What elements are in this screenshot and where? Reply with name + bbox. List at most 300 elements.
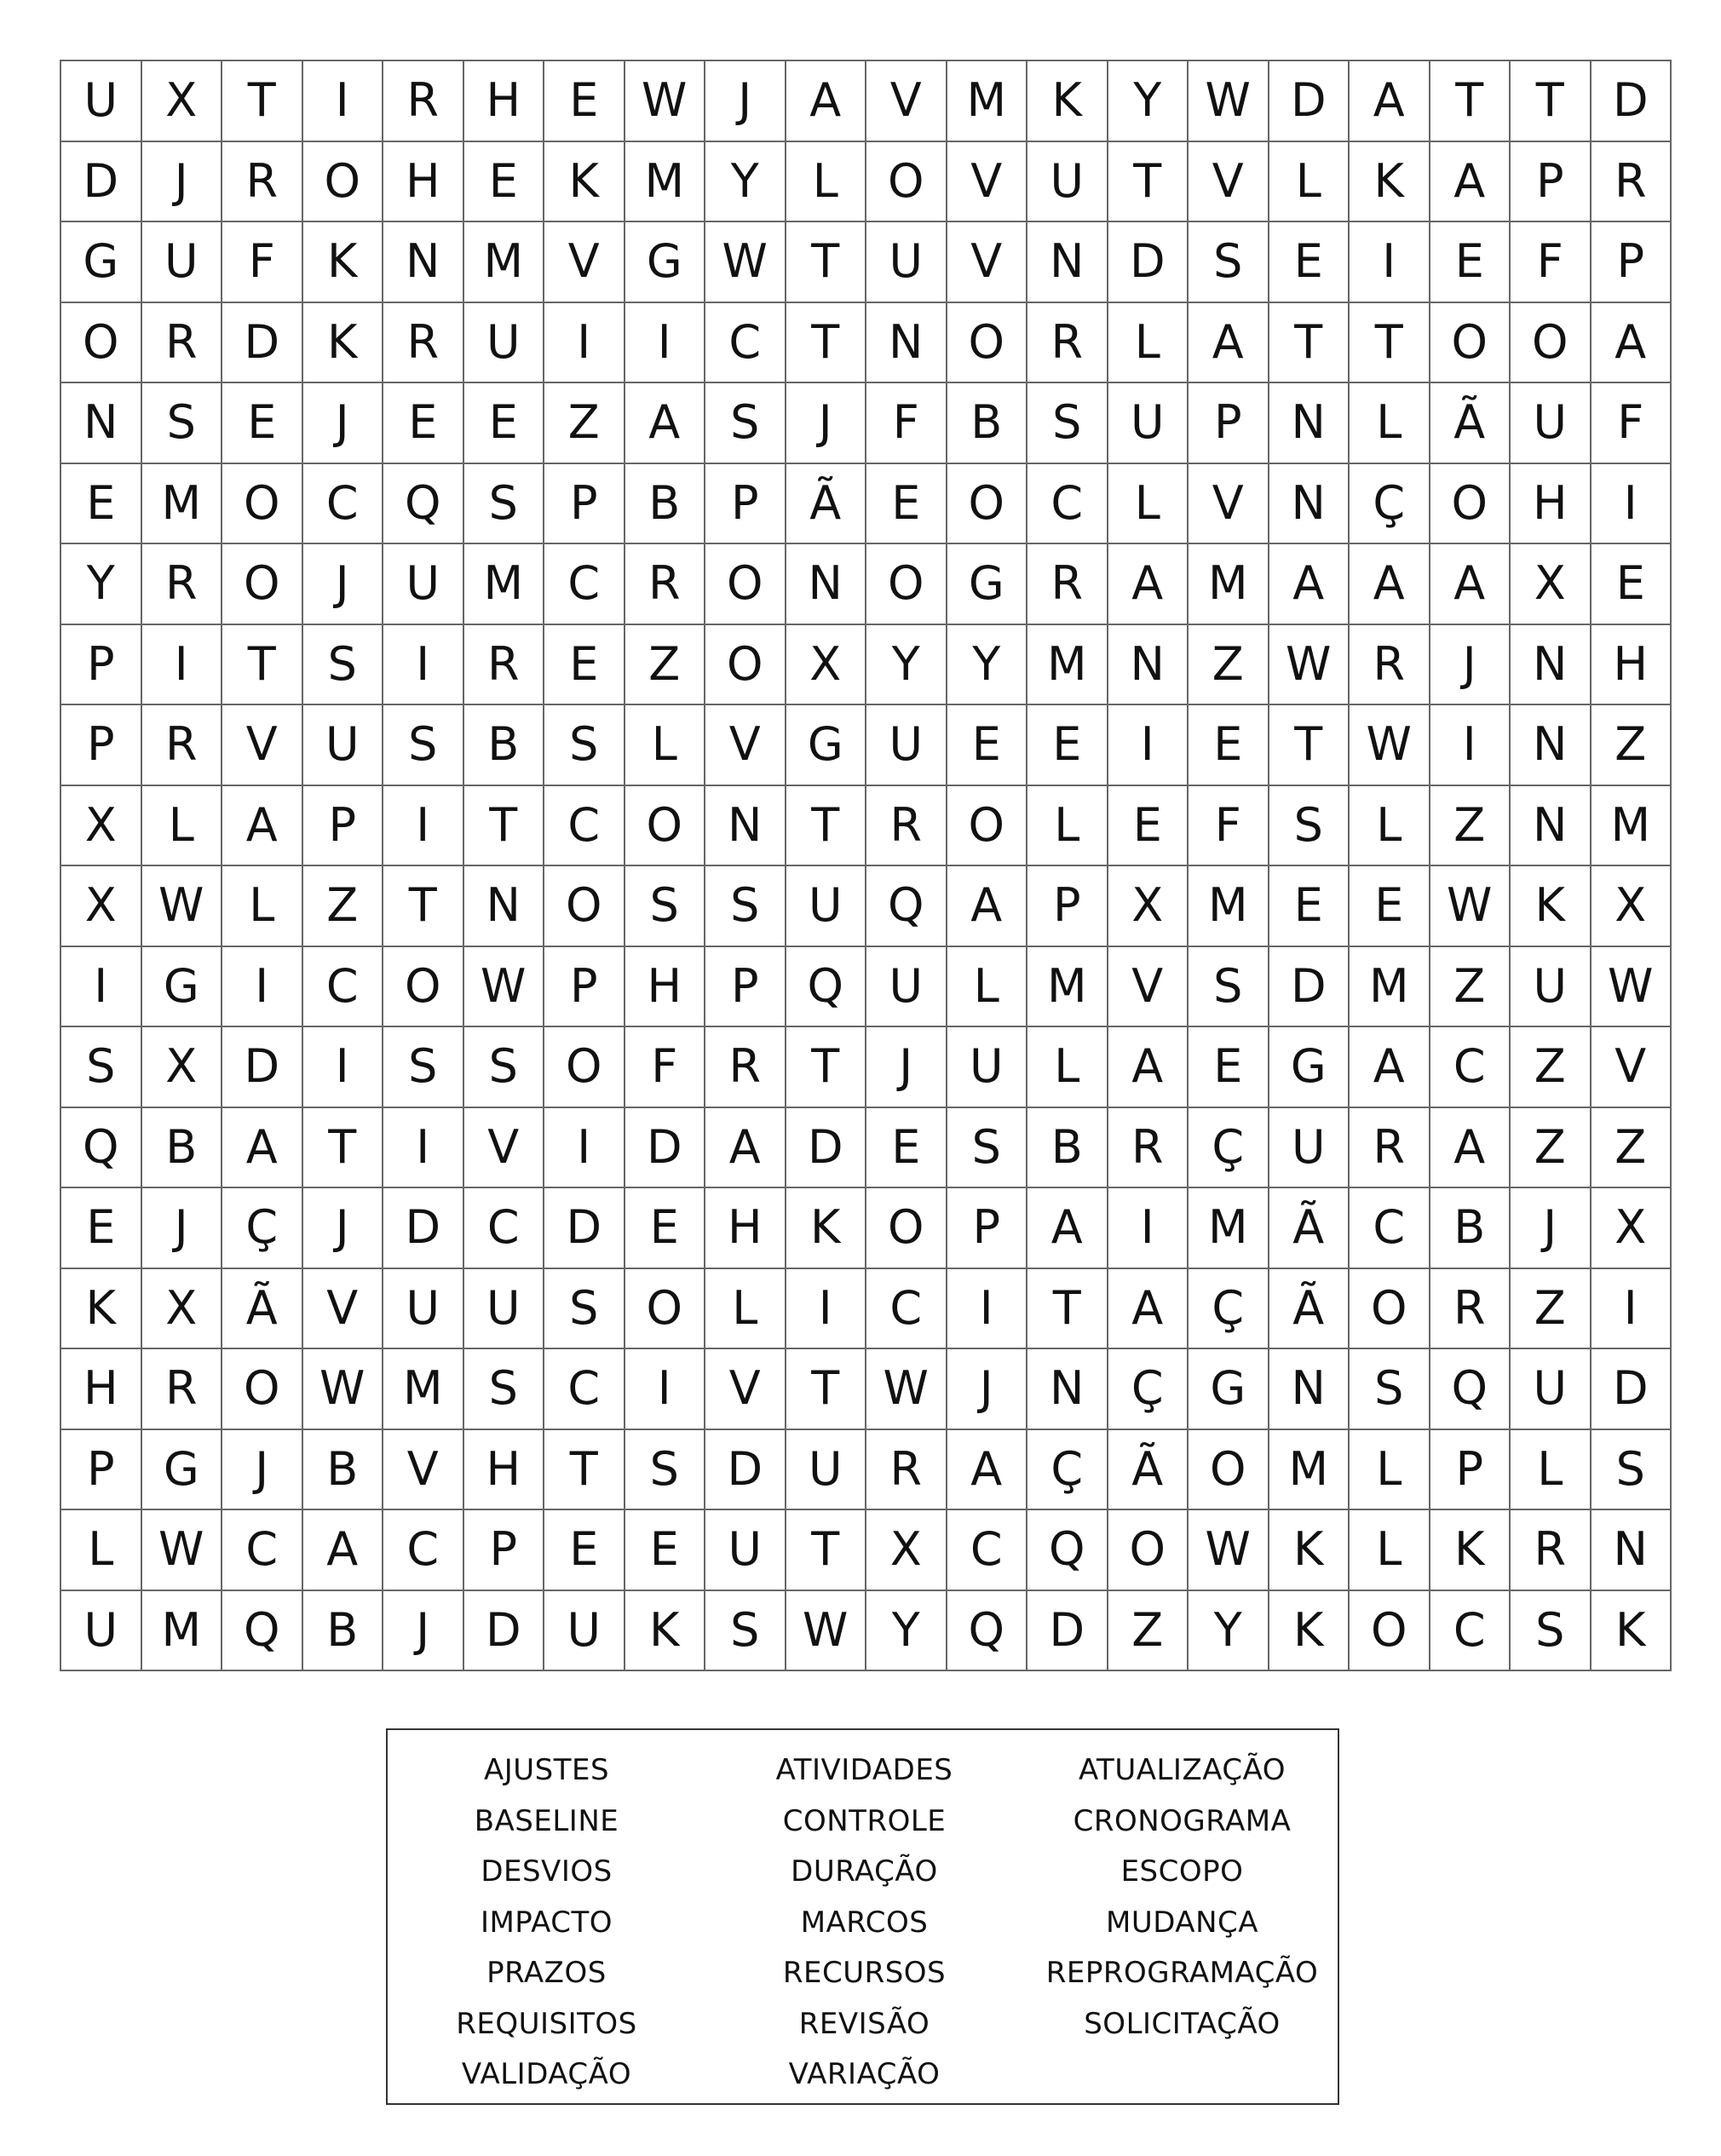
grid-cell[interactable]: W bbox=[1591, 947, 1672, 1028]
grid-cell[interactable]: Ã bbox=[1108, 1430, 1189, 1511]
grid-cell[interactable]: T bbox=[1430, 61, 1511, 142]
grid-cell[interactable]: J bbox=[303, 544, 384, 625]
grid-cell[interactable]: F bbox=[1189, 786, 1269, 867]
grid-cell[interactable]: N bbox=[1511, 705, 1591, 786]
grid-cell[interactable]: F bbox=[1591, 383, 1672, 464]
grid-cell[interactable]: D bbox=[1027, 1591, 1108, 1672]
grid-cell[interactable]: O bbox=[383, 947, 464, 1028]
grid-cell[interactable]: C bbox=[1430, 1027, 1511, 1108]
grid-cell[interactable]: S bbox=[1027, 383, 1108, 464]
grid-cell[interactable]: S bbox=[1591, 1430, 1672, 1511]
grid-cell[interactable]: K bbox=[625, 1591, 706, 1672]
grid-cell[interactable]: N bbox=[1269, 464, 1350, 545]
grid-cell[interactable]: E bbox=[222, 383, 303, 464]
grid-cell[interactable]: K bbox=[1269, 1510, 1350, 1591]
grid-cell[interactable]: L bbox=[1108, 464, 1189, 545]
grid-cell[interactable]: S bbox=[1511, 1591, 1591, 1672]
grid-cell[interactable]: L bbox=[61, 1510, 142, 1591]
grid-cell[interactable]: L bbox=[1350, 1430, 1430, 1511]
grid-cell[interactable]: H bbox=[464, 1430, 545, 1511]
grid-cell[interactable]: E bbox=[464, 383, 545, 464]
grid-cell[interactable]: Y bbox=[947, 625, 1028, 706]
grid-cell[interactable]: U bbox=[1269, 1108, 1350, 1189]
grid-cell[interactable]: V bbox=[947, 142, 1028, 223]
grid-cell[interactable]: O bbox=[544, 866, 625, 947]
grid-cell[interactable]: O bbox=[947, 464, 1028, 545]
grid-cell[interactable]: U bbox=[1108, 383, 1189, 464]
grid-cell[interactable]: D bbox=[1108, 222, 1189, 303]
grid-cell[interactable]: O bbox=[1511, 303, 1591, 384]
grid-cell[interactable]: E bbox=[1189, 705, 1269, 786]
grid-cell[interactable]: C bbox=[1027, 464, 1108, 545]
grid-cell[interactable]: M bbox=[142, 1591, 223, 1672]
grid-cell[interactable]: O bbox=[303, 142, 384, 223]
grid-cell[interactable]: J bbox=[705, 61, 786, 142]
grid-cell[interactable]: W bbox=[1189, 1510, 1269, 1591]
grid-cell[interactable]: P bbox=[464, 1510, 545, 1591]
grid-cell[interactable]: P bbox=[544, 947, 625, 1028]
grid-cell[interactable]: G bbox=[1269, 1027, 1350, 1108]
grid-cell[interactable]: S bbox=[705, 1591, 786, 1672]
grid-cell[interactable]: H bbox=[61, 1349, 142, 1430]
grid-cell[interactable]: Z bbox=[1189, 625, 1269, 706]
grid-cell[interactable]: M bbox=[464, 222, 545, 303]
grid-cell[interactable]: E bbox=[544, 61, 625, 142]
grid-cell[interactable]: S bbox=[464, 1027, 545, 1108]
grid-cell[interactable]: S bbox=[464, 464, 545, 545]
grid-cell[interactable]: N bbox=[1027, 1349, 1108, 1430]
grid-cell[interactable]: I bbox=[625, 303, 706, 384]
grid-cell[interactable]: I bbox=[786, 1269, 867, 1350]
grid-cell[interactable]: U bbox=[383, 544, 464, 625]
grid-cell[interactable]: P bbox=[1027, 866, 1108, 947]
grid-cell[interactable]: W bbox=[1430, 866, 1511, 947]
grid-cell[interactable]: J bbox=[303, 1188, 384, 1269]
grid-cell[interactable]: Q bbox=[222, 1591, 303, 1672]
grid-cell[interactable]: T bbox=[786, 222, 867, 303]
grid-cell[interactable]: S bbox=[947, 1108, 1028, 1189]
grid-cell[interactable]: X bbox=[1108, 866, 1189, 947]
grid-cell[interactable]: U bbox=[1027, 142, 1108, 223]
grid-cell[interactable]: T bbox=[1269, 303, 1350, 384]
grid-cell[interactable]: V bbox=[222, 705, 303, 786]
grid-cell[interactable]: O bbox=[222, 1349, 303, 1430]
grid-cell[interactable]: K bbox=[544, 142, 625, 223]
grid-cell[interactable]: Ç bbox=[1189, 1269, 1269, 1350]
grid-cell[interactable]: V bbox=[1189, 464, 1269, 545]
grid-cell[interactable]: A bbox=[303, 1510, 384, 1591]
grid-cell[interactable]: D bbox=[625, 1108, 706, 1189]
grid-cell[interactable]: M bbox=[1591, 786, 1672, 867]
grid-cell[interactable]: Z bbox=[1591, 1108, 1672, 1189]
grid-cell[interactable]: Y bbox=[61, 544, 142, 625]
grid-cell[interactable]: R bbox=[1591, 142, 1672, 223]
grid-cell[interactable]: T bbox=[222, 625, 303, 706]
grid-cell[interactable]: S bbox=[625, 866, 706, 947]
grid-cell[interactable]: A bbox=[1108, 1027, 1189, 1108]
grid-cell[interactable]: G bbox=[142, 947, 223, 1028]
grid-cell[interactable]: A bbox=[1430, 142, 1511, 223]
grid-cell[interactable]: O bbox=[947, 786, 1028, 867]
grid-cell[interactable]: T bbox=[786, 1349, 867, 1430]
grid-cell[interactable]: R bbox=[1511, 1510, 1591, 1591]
grid-cell[interactable]: Z bbox=[625, 625, 706, 706]
grid-cell[interactable]: D bbox=[1591, 61, 1672, 142]
grid-cell[interactable]: B bbox=[1027, 1108, 1108, 1189]
grid-cell[interactable]: M bbox=[383, 1349, 464, 1430]
grid-cell[interactable]: X bbox=[142, 61, 223, 142]
grid-cell[interactable]: V bbox=[544, 222, 625, 303]
grid-cell[interactable]: U bbox=[705, 1510, 786, 1591]
grid-cell[interactable]: N bbox=[1511, 786, 1591, 867]
grid-cell[interactable]: T bbox=[464, 786, 545, 867]
grid-cell[interactable]: M bbox=[1269, 1430, 1350, 1511]
grid-cell[interactable]: C bbox=[1430, 1591, 1511, 1672]
grid-cell[interactable]: M bbox=[142, 464, 223, 545]
grid-cell[interactable]: R bbox=[464, 625, 545, 706]
grid-cell[interactable]: I bbox=[142, 625, 223, 706]
grid-cell[interactable]: D bbox=[1591, 1349, 1672, 1430]
grid-cell[interactable]: U bbox=[61, 61, 142, 142]
grid-cell[interactable]: Z bbox=[1511, 1027, 1591, 1108]
grid-cell[interactable]: O bbox=[222, 464, 303, 545]
grid-cell[interactable]: Z bbox=[1108, 1591, 1189, 1672]
grid-cell[interactable]: L bbox=[1511, 1430, 1591, 1511]
grid-cell[interactable]: N bbox=[464, 866, 545, 947]
grid-cell[interactable]: L bbox=[1350, 786, 1430, 867]
grid-cell[interactable]: O bbox=[625, 786, 706, 867]
grid-cell[interactable]: W bbox=[705, 222, 786, 303]
grid-cell[interactable]: E bbox=[464, 142, 545, 223]
grid-cell[interactable]: J bbox=[866, 1027, 947, 1108]
grid-cell[interactable]: C bbox=[544, 544, 625, 625]
grid-cell[interactable]: L bbox=[1350, 383, 1430, 464]
grid-cell[interactable]: D bbox=[464, 1591, 545, 1672]
grid-cell[interactable]: C bbox=[947, 1510, 1028, 1591]
grid-cell[interactable]: P bbox=[1430, 1430, 1511, 1511]
grid-cell[interactable]: R bbox=[142, 705, 223, 786]
grid-cell[interactable]: L bbox=[705, 1269, 786, 1350]
grid-cell[interactable]: Ã bbox=[786, 464, 867, 545]
grid-cell[interactable]: N bbox=[1027, 222, 1108, 303]
grid-cell[interactable]: E bbox=[383, 383, 464, 464]
grid-cell[interactable]: Y bbox=[1108, 61, 1189, 142]
grid-cell[interactable]: M bbox=[464, 544, 545, 625]
grid-cell[interactable]: K bbox=[1430, 1510, 1511, 1591]
grid-cell[interactable]: Q bbox=[1430, 1349, 1511, 1430]
grid-cell[interactable]: N bbox=[1591, 1510, 1672, 1591]
grid-cell[interactable]: K bbox=[303, 303, 384, 384]
grid-cell[interactable]: O bbox=[1108, 1510, 1189, 1591]
grid-cell[interactable]: P bbox=[61, 1430, 142, 1511]
grid-cell[interactable]: Q bbox=[947, 1591, 1028, 1672]
grid-cell[interactable]: A bbox=[1269, 544, 1350, 625]
grid-cell[interactable]: K bbox=[1350, 142, 1430, 223]
grid-cell[interactable]: J bbox=[142, 142, 223, 223]
grid-cell[interactable]: L bbox=[1027, 786, 1108, 867]
grid-cell[interactable]: R bbox=[625, 544, 706, 625]
grid-cell[interactable]: O bbox=[61, 303, 142, 384]
grid-cell[interactable]: V bbox=[1189, 142, 1269, 223]
grid-cell[interactable]: Q bbox=[786, 947, 867, 1028]
grid-cell[interactable]: D bbox=[222, 303, 303, 384]
grid-cell[interactable]: J bbox=[222, 1430, 303, 1511]
grid-cell[interactable]: D bbox=[705, 1430, 786, 1511]
grid-cell[interactable]: R bbox=[1350, 1108, 1430, 1189]
grid-cell[interactable]: U bbox=[866, 947, 947, 1028]
grid-cell[interactable]: V bbox=[1591, 1027, 1672, 1108]
grid-cell[interactable]: Z bbox=[1591, 705, 1672, 786]
grid-cell[interactable]: C bbox=[222, 1510, 303, 1591]
grid-cell[interactable]: I bbox=[383, 786, 464, 867]
grid-cell[interactable]: S bbox=[383, 705, 464, 786]
grid-cell[interactable]: G bbox=[947, 544, 1028, 625]
grid-cell[interactable]: U bbox=[786, 1430, 867, 1511]
grid-cell[interactable]: Q bbox=[866, 866, 947, 947]
grid-cell[interactable]: C bbox=[544, 786, 625, 867]
grid-cell[interactable]: J bbox=[383, 1591, 464, 1672]
grid-cell[interactable]: E bbox=[947, 705, 1028, 786]
grid-cell[interactable]: R bbox=[222, 142, 303, 223]
grid-cell[interactable]: U bbox=[61, 1591, 142, 1672]
grid-cell[interactable]: R bbox=[1350, 625, 1430, 706]
grid-cell[interactable]: W bbox=[1269, 625, 1350, 706]
grid-cell[interactable]: O bbox=[625, 1269, 706, 1350]
grid-cell[interactable]: B bbox=[142, 1108, 223, 1189]
grid-cell[interactable]: U bbox=[1511, 383, 1591, 464]
grid-cell[interactable]: P bbox=[61, 705, 142, 786]
grid-cell[interactable]: Y bbox=[705, 142, 786, 223]
grid-cell[interactable]: F bbox=[866, 383, 947, 464]
grid-cell[interactable]: S bbox=[61, 1027, 142, 1108]
grid-cell[interactable]: M bbox=[1189, 866, 1269, 947]
grid-cell[interactable]: R bbox=[1430, 1269, 1511, 1350]
grid-cell[interactable]: E bbox=[1269, 866, 1350, 947]
grid-cell[interactable]: T bbox=[222, 61, 303, 142]
grid-cell[interactable]: H bbox=[1511, 464, 1591, 545]
grid-cell[interactable]: R bbox=[142, 303, 223, 384]
grid-cell[interactable]: P bbox=[705, 464, 786, 545]
grid-cell[interactable]: H bbox=[705, 1188, 786, 1269]
grid-cell[interactable]: I bbox=[1430, 705, 1511, 786]
grid-cell[interactable]: Z bbox=[1430, 786, 1511, 867]
grid-cell[interactable]: I bbox=[383, 625, 464, 706]
grid-cell[interactable]: C bbox=[1350, 1188, 1430, 1269]
grid-cell[interactable]: O bbox=[222, 544, 303, 625]
grid-cell[interactable]: Ã bbox=[222, 1269, 303, 1350]
grid-cell[interactable]: G bbox=[61, 222, 142, 303]
grid-cell[interactable]: I bbox=[1350, 222, 1430, 303]
grid-cell[interactable]: L bbox=[786, 142, 867, 223]
grid-cell[interactable]: T bbox=[1269, 705, 1350, 786]
grid-cell[interactable]: Z bbox=[303, 866, 384, 947]
grid-cell[interactable]: Z bbox=[1511, 1269, 1591, 1350]
grid-cell[interactable]: E bbox=[1189, 1027, 1269, 1108]
grid-cell[interactable]: E bbox=[1430, 222, 1511, 303]
grid-cell[interactable]: K bbox=[1269, 1591, 1350, 1672]
grid-cell[interactable]: E bbox=[1591, 544, 1672, 625]
grid-cell[interactable]: H bbox=[383, 142, 464, 223]
grid-cell[interactable]: X bbox=[786, 625, 867, 706]
grid-cell[interactable]: Ç bbox=[1108, 1349, 1189, 1430]
grid-cell[interactable]: U bbox=[786, 866, 867, 947]
grid-cell[interactable]: O bbox=[866, 544, 947, 625]
grid-cell[interactable]: B bbox=[947, 383, 1028, 464]
grid-cell[interactable]: X bbox=[61, 866, 142, 947]
grid-cell[interactable]: P bbox=[1591, 222, 1672, 303]
grid-cell[interactable]: V bbox=[705, 705, 786, 786]
grid-cell[interactable]: W bbox=[1189, 61, 1269, 142]
grid-cell[interactable]: U bbox=[142, 222, 223, 303]
grid-cell[interactable]: P bbox=[947, 1188, 1028, 1269]
grid-cell[interactable]: I bbox=[625, 1349, 706, 1430]
grid-cell[interactable]: E bbox=[625, 1510, 706, 1591]
grid-cell[interactable]: R bbox=[866, 786, 947, 867]
grid-cell[interactable]: A bbox=[947, 866, 1028, 947]
grid-cell[interactable]: V bbox=[303, 1269, 384, 1350]
grid-cell[interactable]: I bbox=[1108, 705, 1189, 786]
grid-cell[interactable]: D bbox=[786, 1108, 867, 1189]
grid-cell[interactable]: E bbox=[61, 1188, 142, 1269]
grid-cell[interactable]: V bbox=[866, 61, 947, 142]
grid-cell[interactable]: C bbox=[705, 303, 786, 384]
grid-cell[interactable]: J bbox=[142, 1188, 223, 1269]
grid-cell[interactable]: Y bbox=[1189, 1591, 1269, 1672]
grid-cell[interactable]: S bbox=[705, 383, 786, 464]
grid-cell[interactable]: X bbox=[142, 1027, 223, 1108]
grid-cell[interactable]: P bbox=[544, 464, 625, 545]
grid-cell[interactable]: E bbox=[1027, 705, 1108, 786]
grid-cell[interactable]: M bbox=[1189, 1188, 1269, 1269]
grid-cell[interactable]: R bbox=[705, 1027, 786, 1108]
grid-cell[interactable]: B bbox=[303, 1591, 384, 1672]
grid-cell[interactable]: K bbox=[1027, 61, 1108, 142]
grid-cell[interactable]: X bbox=[1591, 866, 1672, 947]
grid-cell[interactable]: C bbox=[303, 464, 384, 545]
grid-cell[interactable]: M bbox=[947, 61, 1028, 142]
grid-cell[interactable]: J bbox=[786, 383, 867, 464]
grid-cell[interactable]: A bbox=[222, 1108, 303, 1189]
grid-cell[interactable]: F bbox=[1511, 222, 1591, 303]
grid-cell[interactable]: B bbox=[464, 705, 545, 786]
grid-cell[interactable]: D bbox=[383, 1188, 464, 1269]
grid-cell[interactable]: X bbox=[1511, 544, 1591, 625]
grid-cell[interactable]: R bbox=[1027, 544, 1108, 625]
grid-cell[interactable]: U bbox=[947, 1027, 1028, 1108]
grid-cell[interactable]: S bbox=[303, 625, 384, 706]
grid-cell[interactable]: P bbox=[303, 786, 384, 867]
grid-cell[interactable]: P bbox=[705, 947, 786, 1028]
grid-cell[interactable]: N bbox=[705, 786, 786, 867]
grid-cell[interactable]: A bbox=[1108, 544, 1189, 625]
grid-cell[interactable]: E bbox=[61, 464, 142, 545]
grid-cell[interactable]: H bbox=[625, 947, 706, 1028]
grid-cell[interactable]: T bbox=[1027, 1269, 1108, 1350]
grid-cell[interactable]: L bbox=[1108, 303, 1189, 384]
grid-cell[interactable]: A bbox=[1430, 1108, 1511, 1189]
grid-cell[interactable]: I bbox=[544, 303, 625, 384]
grid-cell[interactable]: L bbox=[142, 786, 223, 867]
grid-cell[interactable]: C bbox=[303, 947, 384, 1028]
grid-cell[interactable]: K bbox=[303, 222, 384, 303]
grid-cell[interactable]: T bbox=[786, 303, 867, 384]
grid-cell[interactable]: O bbox=[544, 1027, 625, 1108]
grid-cell[interactable]: I bbox=[1108, 1188, 1189, 1269]
grid-cell[interactable]: W bbox=[142, 866, 223, 947]
grid-cell[interactable]: R bbox=[866, 1430, 947, 1511]
grid-cell[interactable]: V bbox=[1108, 947, 1189, 1028]
grid-cell[interactable]: O bbox=[705, 544, 786, 625]
grid-cell[interactable]: N bbox=[786, 544, 867, 625]
grid-cell[interactable]: B bbox=[625, 464, 706, 545]
grid-cell[interactable]: D bbox=[1269, 61, 1350, 142]
grid-cell[interactable]: U bbox=[383, 1269, 464, 1350]
grid-cell[interactable]: U bbox=[866, 222, 947, 303]
grid-cell[interactable]: R bbox=[383, 61, 464, 142]
grid-cell[interactable]: A bbox=[705, 1108, 786, 1189]
grid-cell[interactable]: P bbox=[1189, 383, 1269, 464]
grid-cell[interactable]: T bbox=[786, 1510, 867, 1591]
grid-cell[interactable]: E bbox=[1350, 866, 1430, 947]
grid-cell[interactable]: T bbox=[786, 1027, 867, 1108]
grid-cell[interactable]: D bbox=[61, 142, 142, 223]
grid-cell[interactable]: Z bbox=[1511, 1108, 1591, 1189]
grid-cell[interactable]: H bbox=[1591, 625, 1672, 706]
grid-cell[interactable]: A bbox=[222, 786, 303, 867]
grid-cell[interactable]: X bbox=[1591, 1188, 1672, 1269]
grid-cell[interactable]: S bbox=[544, 705, 625, 786]
grid-cell[interactable]: I bbox=[947, 1269, 1028, 1350]
grid-cell[interactable]: M bbox=[625, 142, 706, 223]
grid-cell[interactable]: D bbox=[222, 1027, 303, 1108]
grid-cell[interactable]: C bbox=[383, 1510, 464, 1591]
grid-cell[interactable]: D bbox=[1269, 947, 1350, 1028]
grid-cell[interactable]: D bbox=[544, 1188, 625, 1269]
grid-cell[interactable]: T bbox=[544, 1430, 625, 1511]
grid-cell[interactable]: S bbox=[1269, 786, 1350, 867]
grid-cell[interactable]: L bbox=[1350, 1510, 1430, 1591]
grid-cell[interactable]: M bbox=[1027, 947, 1108, 1028]
grid-cell[interactable]: L bbox=[1027, 1027, 1108, 1108]
grid-cell[interactable]: K bbox=[61, 1269, 142, 1350]
grid-cell[interactable]: I bbox=[1591, 464, 1672, 545]
grid-cell[interactable]: A bbox=[1189, 303, 1269, 384]
grid-cell[interactable]: R bbox=[1027, 303, 1108, 384]
grid-cell[interactable]: S bbox=[464, 1349, 545, 1430]
grid-cell[interactable]: A bbox=[1350, 544, 1430, 625]
grid-cell[interactable]: E bbox=[866, 464, 947, 545]
grid-cell[interactable]: F bbox=[222, 222, 303, 303]
grid-cell[interactable]: K bbox=[786, 1188, 867, 1269]
grid-cell[interactable]: A bbox=[786, 61, 867, 142]
grid-cell[interactable]: J bbox=[1511, 1188, 1591, 1269]
grid-cell[interactable]: N bbox=[1108, 625, 1189, 706]
grid-cell[interactable]: Z bbox=[544, 383, 625, 464]
grid-cell[interactable]: E bbox=[1269, 222, 1350, 303]
grid-cell[interactable]: A bbox=[1430, 544, 1511, 625]
grid-cell[interactable]: A bbox=[1108, 1269, 1189, 1350]
grid-cell[interactable]: V bbox=[947, 222, 1028, 303]
grid-cell[interactable]: M bbox=[1350, 947, 1430, 1028]
grid-cell[interactable]: F bbox=[625, 1027, 706, 1108]
grid-cell[interactable]: G bbox=[786, 705, 867, 786]
grid-cell[interactable]: O bbox=[947, 303, 1028, 384]
grid-cell[interactable]: O bbox=[1350, 1269, 1430, 1350]
grid-cell[interactable]: S bbox=[1189, 222, 1269, 303]
grid-cell[interactable]: A bbox=[625, 383, 706, 464]
grid-cell[interactable]: Ã bbox=[1269, 1269, 1350, 1350]
grid-cell[interactable]: U bbox=[544, 1591, 625, 1672]
